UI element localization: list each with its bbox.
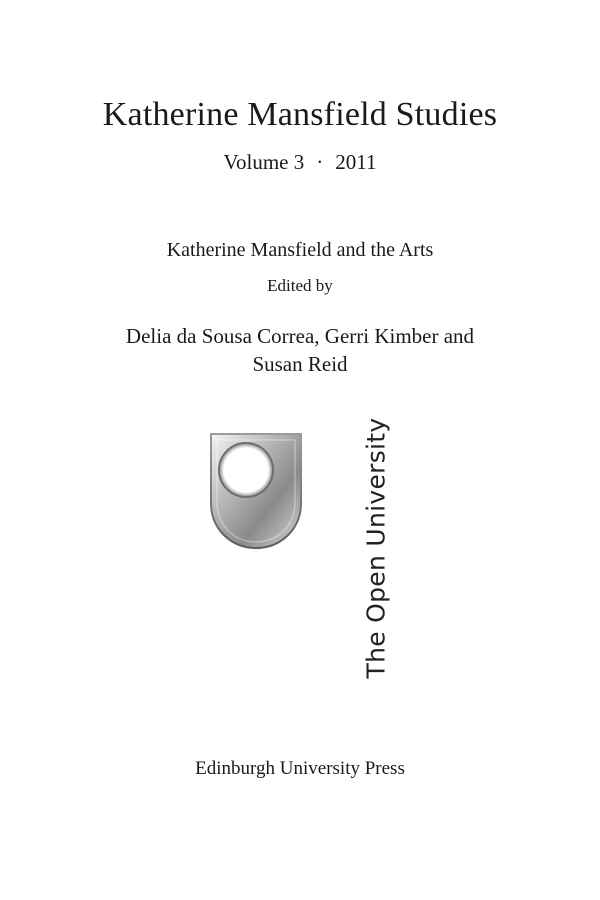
edited-by-label: Edited by: [267, 276, 333, 295]
volume-number: Volume 3: [223, 150, 305, 174]
volume-separator: ·: [316, 150, 324, 174]
volume-line: [0, 150, 600, 175]
wordmark-text: The Open University: [361, 417, 391, 679]
editors-line-2: Susan Reid: [252, 352, 348, 376]
volume-year: 2011: [335, 150, 377, 174]
book-title: Katherine Mansfield and the Arts: [166, 239, 434, 261]
editors-line-1: Delia da Sousa Correa, Gerri Kimber and: [125, 324, 475, 348]
series-title: Katherine Mansfield Studies: [102, 96, 498, 133]
editors: [0, 322, 600, 378]
open-university-wordmark: [356, 417, 396, 679]
open-university-shield-icon: [209, 432, 303, 550]
publisher: Edinburgh University Press: [195, 758, 405, 779]
